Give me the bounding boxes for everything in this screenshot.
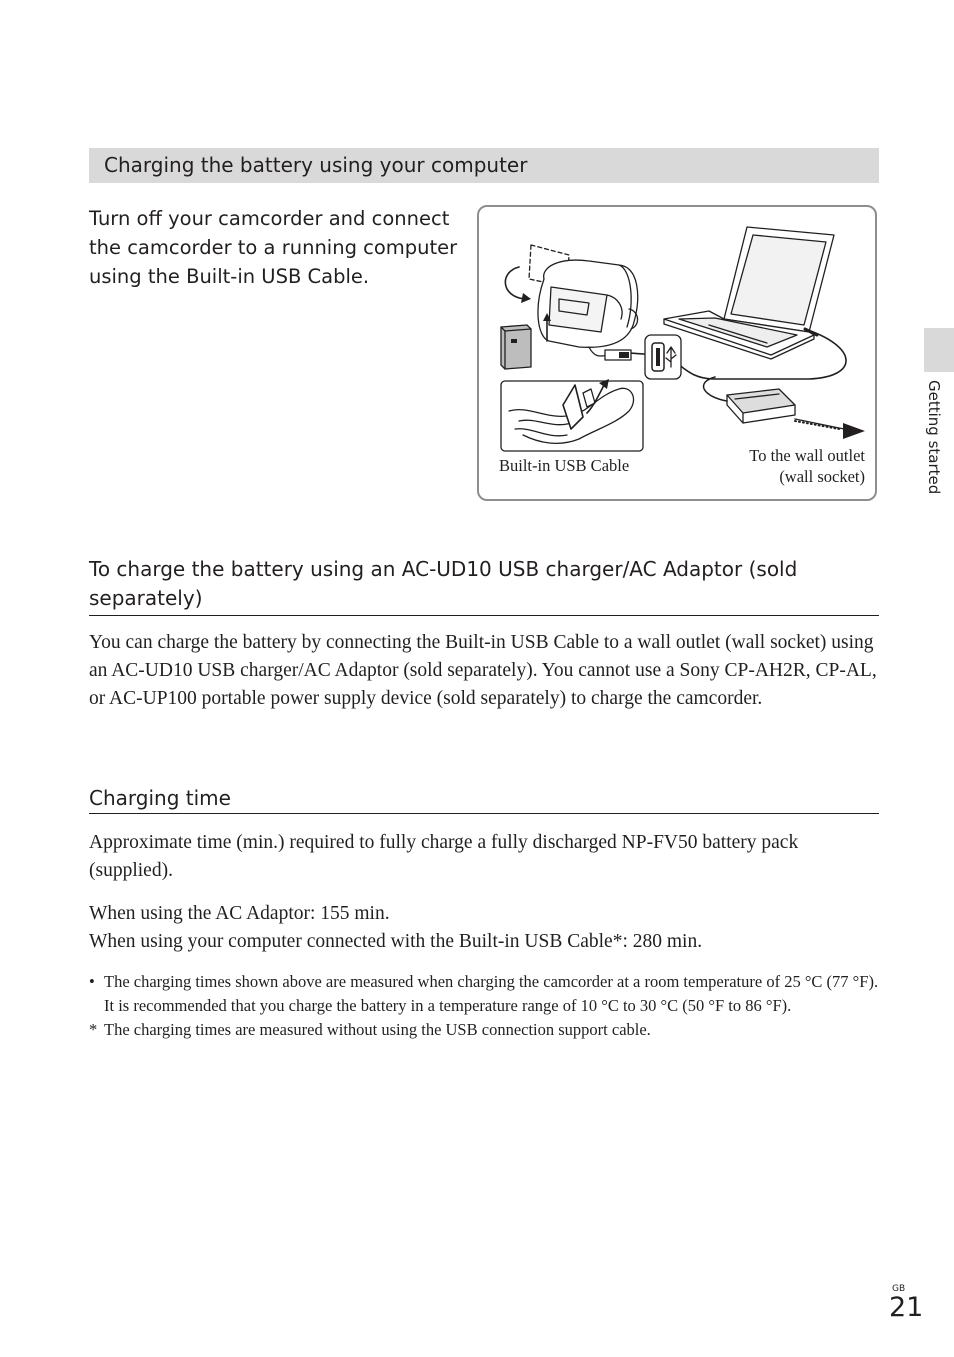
- page-number: 21: [889, 1292, 924, 1323]
- note-text: The charging times shown above are measured when charging the camcorder at a room temperature of 25 °C (77 °F). It is recommended that you charge the battery in a temperature range of 10 °C to 30 °C (50 °F to 86 °F).: [104, 972, 879, 1015]
- charging-time-usb-line: When using your computer connected with the Built-in USB Cable*: 280 min.: [89, 931, 703, 952]
- usb-charging-illustration: [477, 205, 877, 501]
- charging-time-ac-line: When using the AC Adaptor: 155 min.: [89, 903, 390, 924]
- subsection-title-adaptor: To charge the battery using an AC-UD10 USB charger/AC Adaptor (sold separately): [89, 555, 879, 616]
- laptop-icon: [664, 227, 834, 359]
- intro-text: Turn off your camcorder and connect the camcorder to a running computer using the Built-in USB Cable.: [89, 207, 458, 288]
- ac-adaptor-icon: [727, 389, 795, 423]
- note-item: [89, 1018, 879, 1042]
- note-asterisk: *: [89, 1020, 98, 1039]
- caption-wall-outlet-line1: To the wall outlet: [749, 446, 865, 465]
- section-header-bar: [89, 148, 879, 183]
- caption-usb-cable: Built-in USB Cable: [499, 456, 630, 475]
- chapter-side-label: Getting started: [925, 380, 943, 495]
- note-item: [89, 970, 879, 1018]
- battery-icon: [501, 325, 531, 369]
- inset-cable-detail: [501, 379, 643, 451]
- caption-wall-outlet-line2: (wall socket): [779, 467, 865, 486]
- usb-port-icon: [645, 335, 681, 379]
- caption-wall-outlet: [749, 445, 865, 487]
- note-text: The charging times are measured without using the USB connection support cable.: [104, 1020, 651, 1039]
- charging-notes: [89, 970, 879, 1042]
- chapter-tab: [924, 328, 954, 372]
- charging-time-body-text: Approximate time (min.) required to fully charge a fully discharged NP-FV50 battery pack (supplied).: [89, 832, 799, 881]
- page-region-code: GB: [892, 1284, 906, 1294]
- section-title: Charging the battery using your computer: [104, 153, 528, 177]
- note-bullet: •: [89, 972, 95, 991]
- adaptor-body-text: You can charge the battery by connecting the Built-in USB Cable to a wall outlet (wall socket) using an AC-UD10 USB charger/AC Adaptor (sold separately). You cannot use a Sony CP-AH2R, CP-AL, or AC-UP100 portable power supply device (sold separately) to charge the camcorder.: [89, 632, 877, 709]
- subsection-title-charging-time: Charging time: [89, 784, 879, 814]
